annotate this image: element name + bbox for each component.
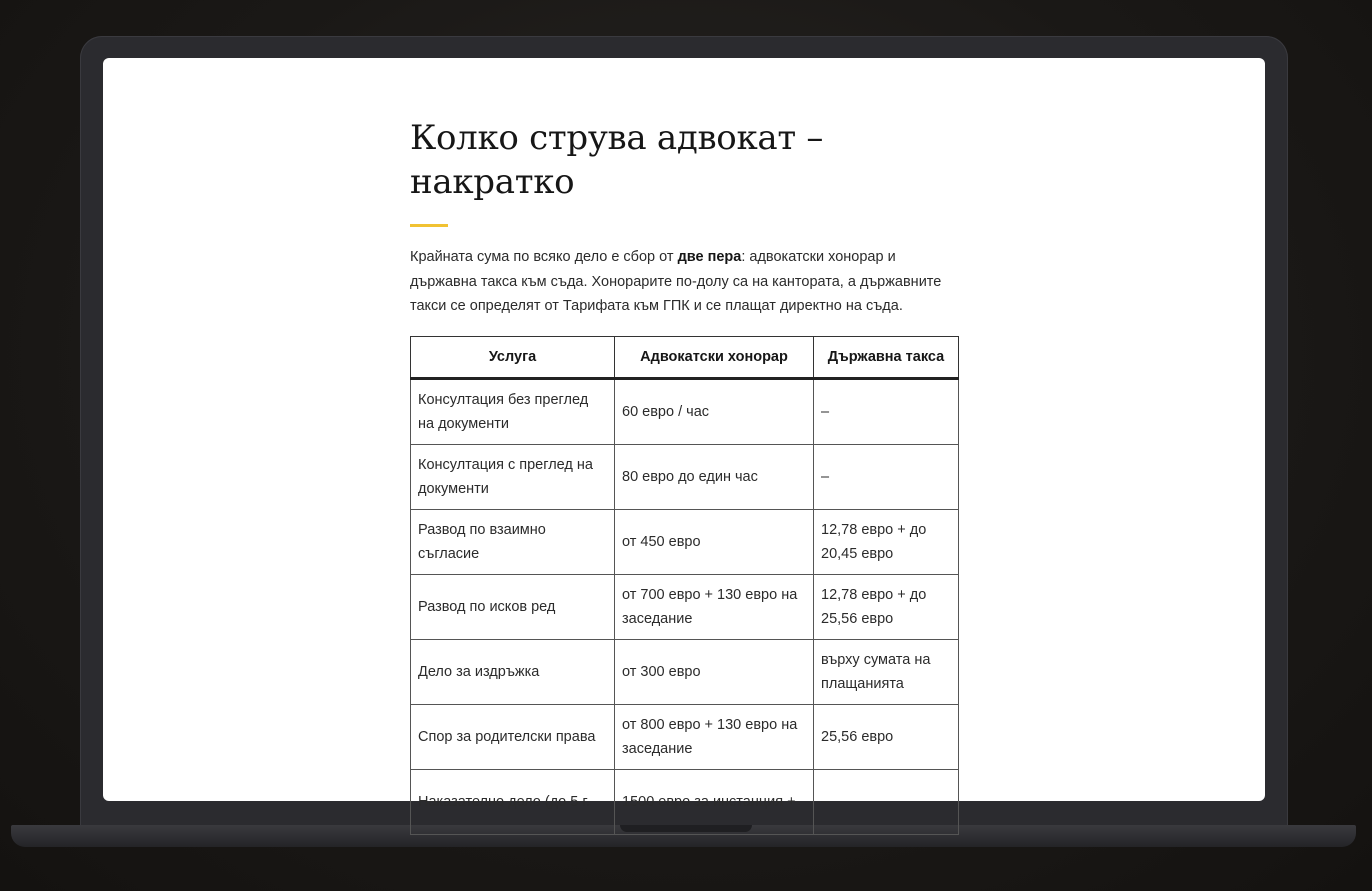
- cell-lawyer-fee: от 800 евро + 130 евро на заседание: [615, 705, 814, 770]
- intro-text-start: Крайната сума по всяко дело е сбор от: [410, 249, 678, 265]
- header-service: Услуга: [411, 337, 615, 379]
- cell-state-fee: –: [814, 445, 959, 510]
- cell-state-fee: 25,56 евро: [814, 705, 959, 770]
- title-accent-divider: [410, 224, 448, 227]
- table-row: [411, 445, 959, 510]
- cell-lawyer-fee: от 450 евро: [615, 510, 814, 575]
- cell-service: Наказателно дело (до 5 г.: [411, 770, 615, 835]
- cell-state-fee: 12,78 евро + до 25,56 евро: [814, 575, 959, 640]
- browser-viewport[interactable]: [103, 58, 1265, 810]
- cell-lawyer-fee: 80 евро до един час: [615, 445, 814, 510]
- header-lawyer-fee: Адвокатски хонорар: [615, 337, 814, 379]
- cell-lawyer-fee: 60 евро / час: [615, 379, 814, 445]
- cell-lawyer-fee: 1500 евро за инстанция +: [615, 770, 814, 835]
- table-header-row: [411, 337, 959, 379]
- cell-service: Консултация без преглед на документи: [411, 379, 615, 445]
- table-row: [411, 510, 959, 575]
- fees-table: [410, 336, 959, 835]
- intro-paragraph: [410, 245, 958, 319]
- page-title: Колко струва адвокат – накратко: [410, 118, 824, 202]
- cell-service: Спор за родителски права: [411, 705, 615, 770]
- table-row: [411, 575, 959, 640]
- table-row: [411, 379, 959, 445]
- cell-state-fee: 12,78 евро + до 20,45 евро: [814, 510, 959, 575]
- cell-service: Развод по взаимно съгласие: [411, 510, 615, 575]
- table-row: [411, 640, 959, 705]
- cell-service: Развод по исков ред: [411, 575, 615, 640]
- intro-text-end: : адвокатски хонорар и държавна такса към съда. Хонорарите по-долу са на кантората, а държавните такси се определят от Тарифата към ГПК и се плащат директно на съда.: [410, 249, 942, 314]
- table-row: [411, 770, 959, 835]
- cell-service: Консултация с преглед на документи: [411, 445, 615, 510]
- intro-text-bold: две пера: [677, 249, 742, 265]
- cell-service: Дело за издръжка: [411, 640, 615, 705]
- cell-state-fee: върху сумата на плащанията: [814, 640, 959, 705]
- table-row: [411, 705, 959, 770]
- cell-lawyer-fee: от 700 евро + 130 евро на заседание: [615, 575, 814, 640]
- header-state-fee: Държавна такса: [814, 337, 959, 379]
- cell-lawyer-fee: от 300 евро: [615, 640, 814, 705]
- cell-state-fee: –: [814, 379, 959, 445]
- cell-state-fee: –: [814, 770, 959, 835]
